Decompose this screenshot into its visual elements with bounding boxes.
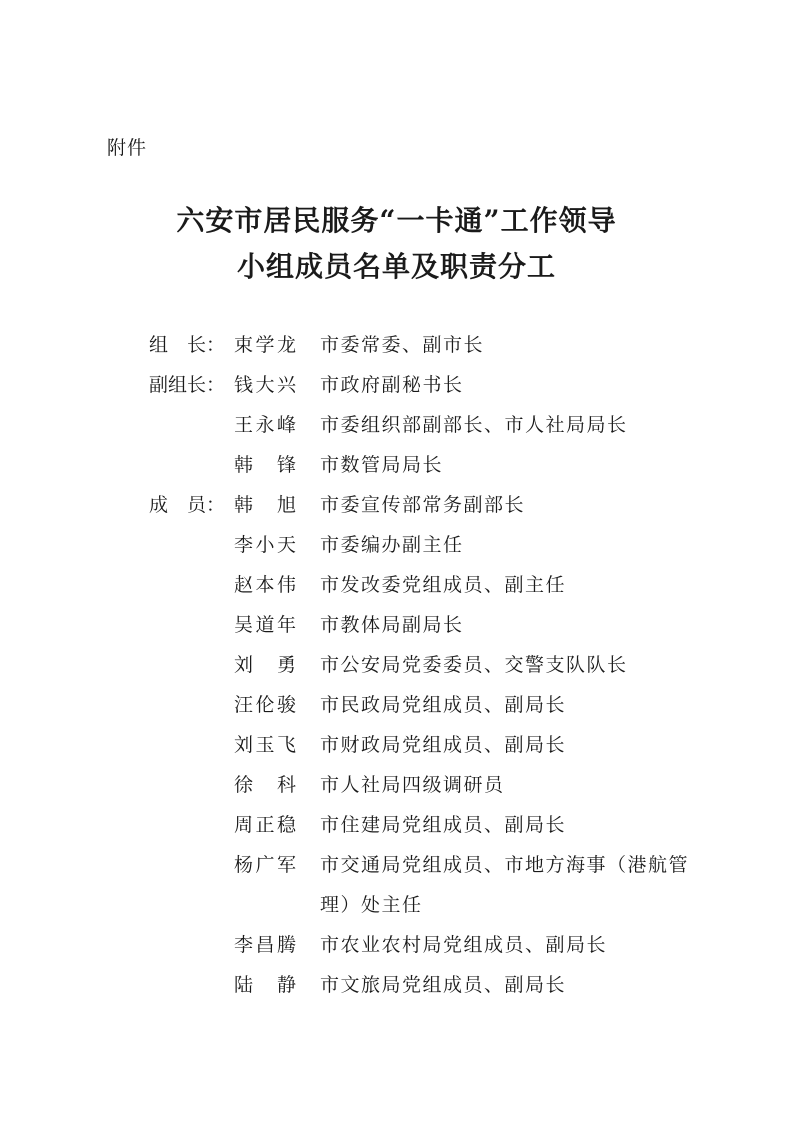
member-name: 刘玉飞 [234, 734, 296, 756]
member-post: 市公安局党委委员、交警支队队长 [320, 654, 628, 676]
attachment-label: 附件 [107, 137, 148, 159]
member-name: 赵本伟 [234, 574, 296, 596]
member-post: 市人社局四级调研员 [320, 774, 505, 796]
member-post: 市财政局党组成员、副局长 [320, 734, 567, 756]
member-post: 市民政局党组成员、副局长 [320, 694, 567, 716]
member-name: 周正稳 [234, 814, 296, 836]
member-role: 组 长： [149, 334, 226, 356]
member-post: 市委编办副主任 [320, 534, 464, 556]
member-name: 李昌腾 [234, 934, 296, 956]
member-row [0, 456, 793, 496]
member-name: 汪伦骏 [234, 694, 296, 716]
member-name: 陆 静 [234, 974, 296, 996]
member-name: 杨广军 [234, 854, 296, 876]
member-post: 市文旅局党组成员、副局长 [320, 974, 567, 996]
member-row [0, 496, 793, 536]
member-post: 市教体局副局长 [320, 614, 464, 636]
member-post: 市政府副秘书长 [320, 374, 464, 396]
member-name: 吴道年 [234, 614, 296, 636]
member-name: 钱大兴 [234, 374, 296, 396]
member-role: 副组长： [149, 374, 226, 396]
member-post: 市农业农村局党组成员、副局长 [320, 934, 608, 956]
member-row [0, 696, 793, 736]
document-title-line-1: 六安市居民服务“一卡通”工作领导 [176, 204, 617, 237]
member-name: 韩 旭 [234, 494, 296, 516]
member-name: 徐 科 [234, 774, 296, 796]
member-row [0, 576, 793, 616]
member-name: 王永峰 [234, 414, 296, 436]
member-post: 市发改委党组成员、副主任 [320, 574, 567, 596]
member-row [0, 336, 793, 376]
member-row [0, 656, 793, 696]
member-row [0, 896, 793, 936]
document-title-line-2: 小组成员名单及职责分工 [236, 250, 556, 283]
member-post: 市委常委、副市长 [320, 334, 485, 356]
member-row [0, 936, 793, 976]
member-post: 市委组织部副部长、市人社局局长 [320, 414, 628, 436]
member-row [0, 976, 793, 1016]
member-row [0, 376, 793, 416]
member-role: 成 员： [149, 494, 226, 516]
member-post: 市委宣传部常务副部长 [320, 494, 526, 516]
member-post: 市住建局党组成员、副局长 [320, 814, 567, 836]
member-name: 刘 勇 [234, 654, 296, 676]
member-row [0, 816, 793, 856]
member-name: 韩 锋 [234, 454, 296, 476]
member-row [0, 856, 793, 896]
member-post: 市交通局党组成员、市地方海事（港航管 [320, 854, 690, 876]
member-name: 束学龙 [234, 334, 296, 356]
member-row [0, 536, 793, 576]
member-post: 市数管局局长 [320, 454, 444, 476]
member-post: 理）处主任 [320, 894, 423, 916]
member-row [0, 616, 793, 656]
member-name: 李小天 [234, 534, 296, 556]
member-row [0, 416, 793, 456]
member-row [0, 736, 793, 776]
member-row [0, 776, 793, 816]
